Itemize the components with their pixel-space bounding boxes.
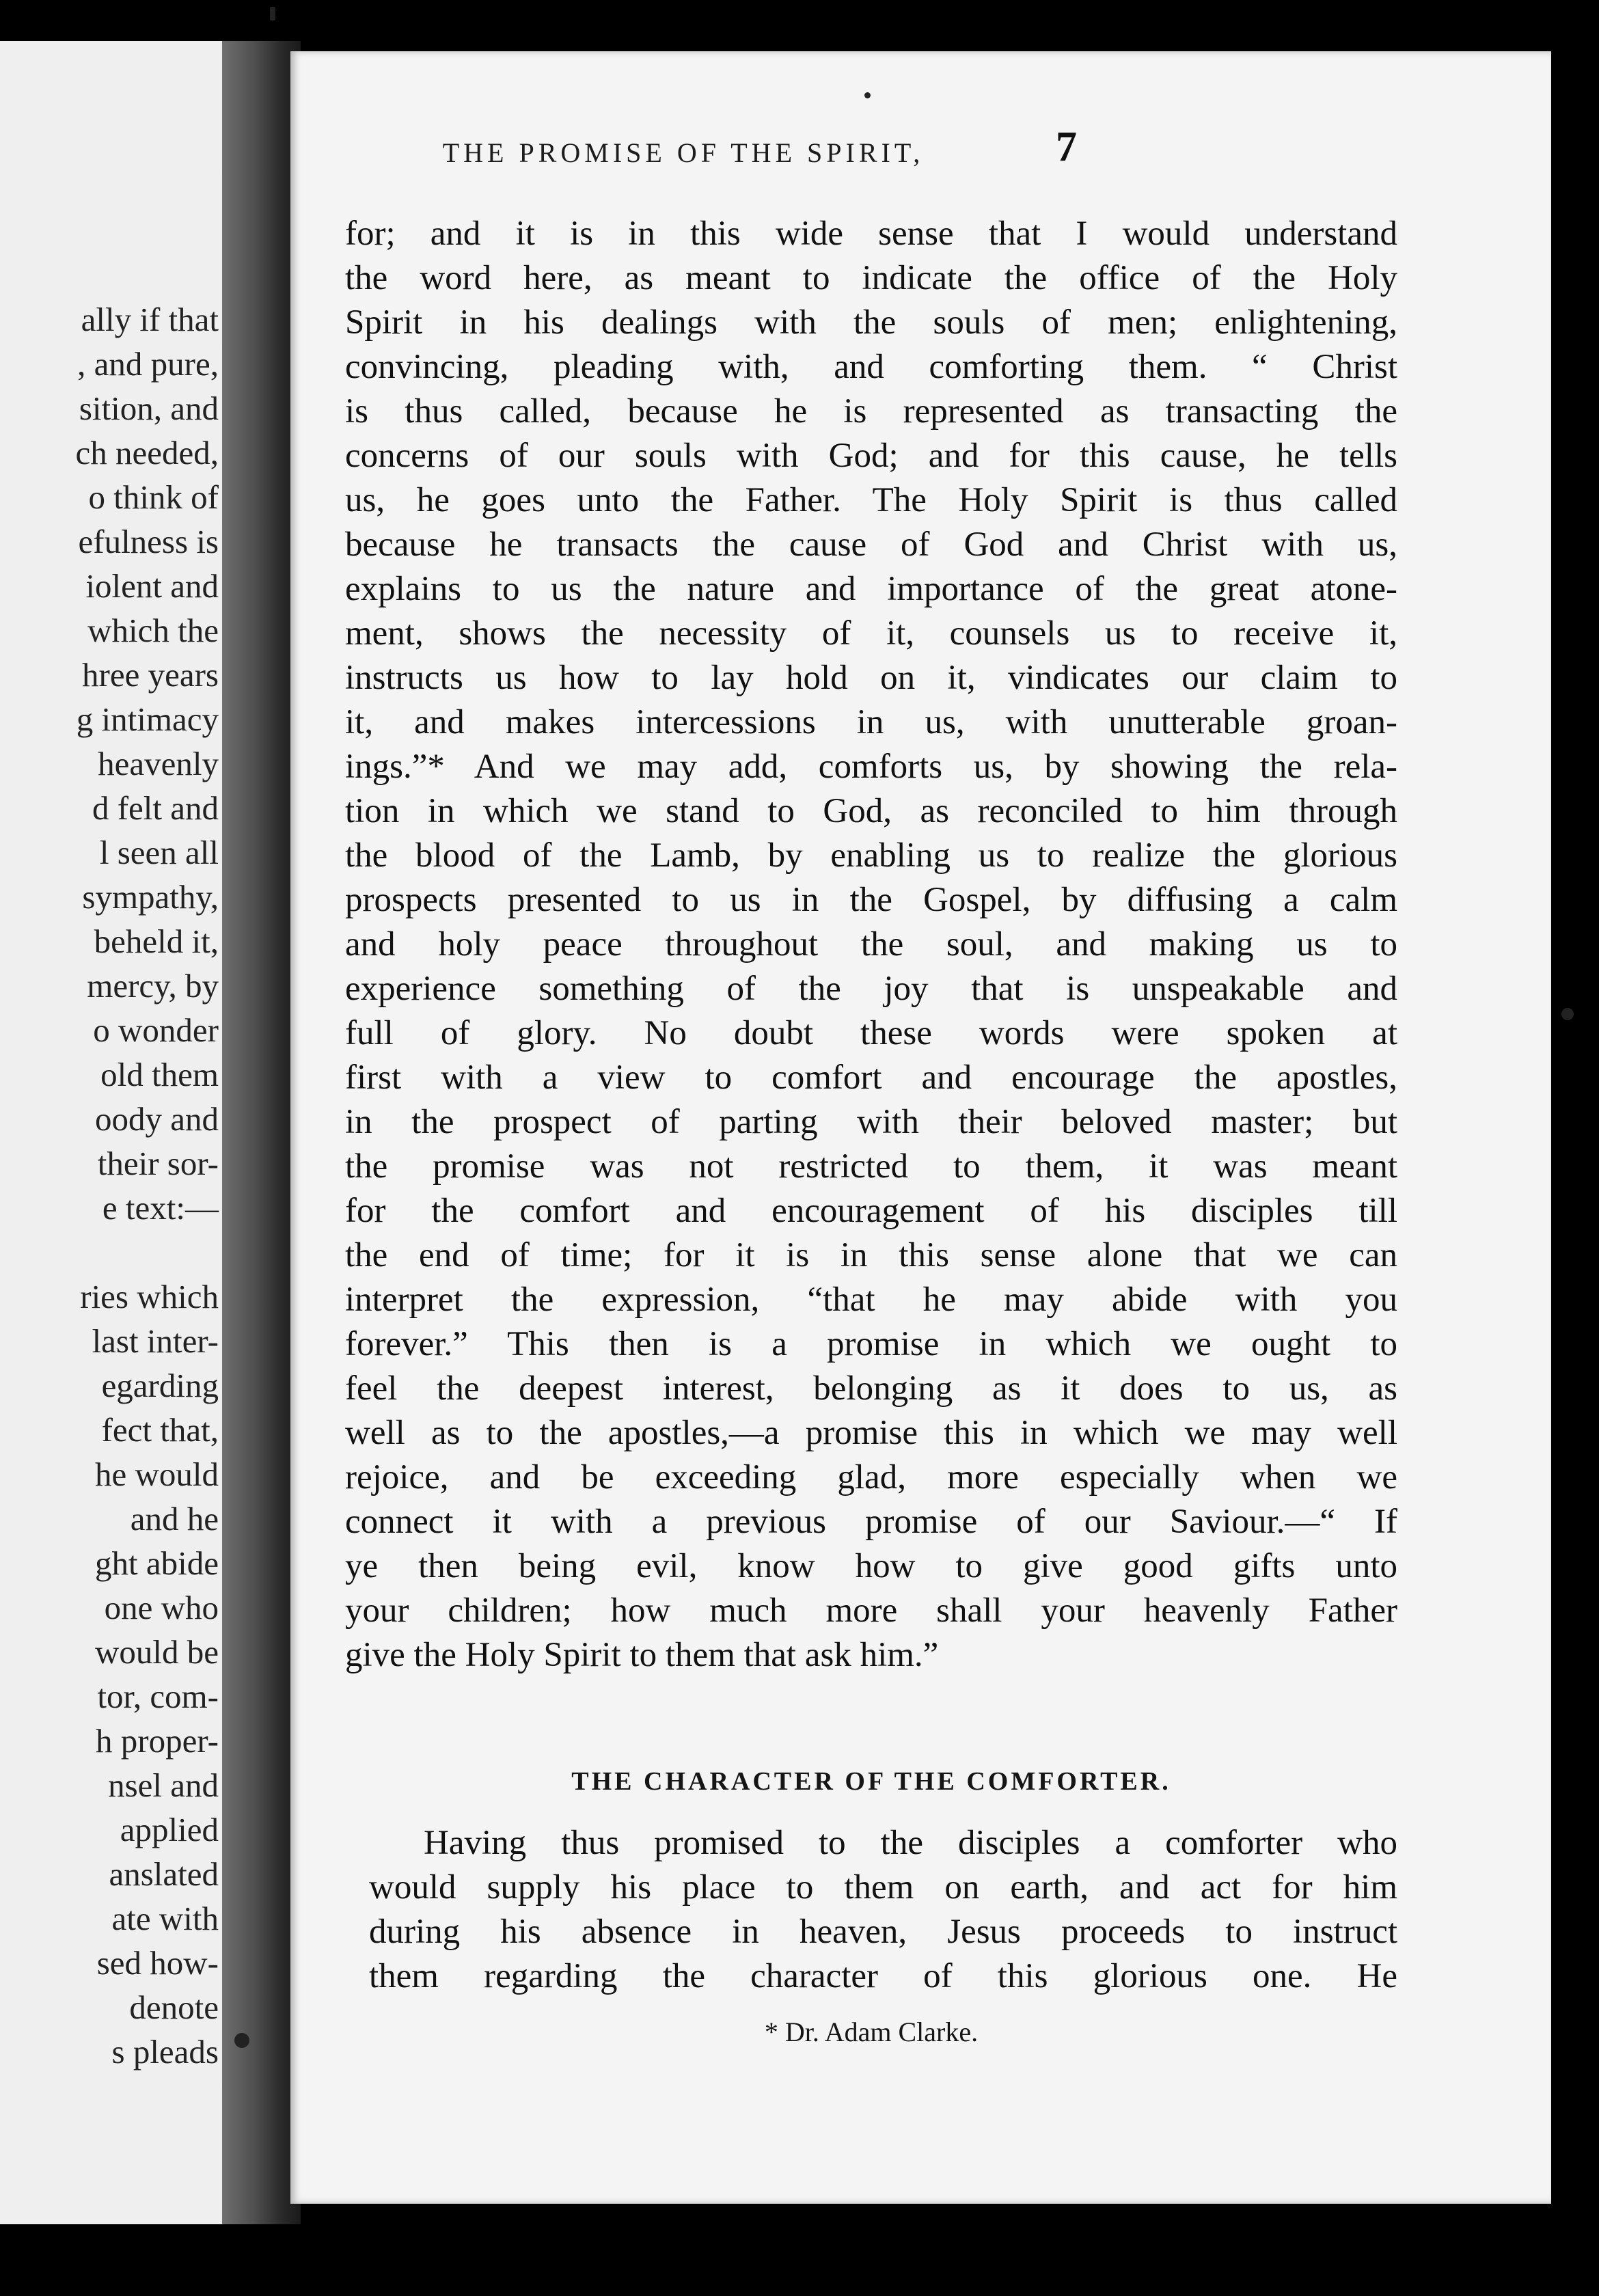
page-speck: [270, 7, 275, 20]
left-page-line: e text:—: [102, 1189, 219, 1227]
left-page-line: ght abide: [95, 1544, 219, 1582]
text-line: connect it with a previous promise of our Saviour.—“ If: [345, 1503, 1397, 1541]
text-line: ings.”* And we may add, comforts us, by showing the rela-: [345, 748, 1397, 786]
book-gutter: [222, 41, 301, 2224]
text-line: prospects presented to us in the Gospel, by diffusing a calm: [345, 881, 1397, 919]
left-page-line: o wonder: [93, 1011, 219, 1049]
running-head: THE PROMISE OF THE SPIRIT,: [442, 137, 925, 168]
left-page-line: heavenly: [98, 745, 219, 782]
left-page-line: he would: [95, 1456, 219, 1493]
text-line: would supply his place to them on earth, and act for him: [369, 1868, 1397, 1906]
left-page-line: o think of: [88, 478, 219, 516]
text-line: explains to us the nature and importance of the great atone-: [345, 570, 1397, 608]
text-line: in the prospect of parting with their beloved master; but: [345, 1103, 1397, 1141]
left-page-line: anslated: [109, 1855, 219, 1893]
text-line: forever.” This then is a promise in which we ought to: [345, 1325, 1397, 1363]
left-page-line: ally if that: [81, 301, 219, 338]
text-line: interpret the expression, “that he may abide with you: [345, 1281, 1397, 1319]
left-page-line: g intimacy: [76, 700, 219, 738]
left-page-text: [76, 297, 219, 2074]
text-line: the word here, as meant to indicate the office of the Holy: [345, 259, 1397, 297]
left-page-line: l seen all: [99, 834, 219, 871]
section-heading: THE CHARACTER OF THE COMFORTER.: [571, 1767, 1171, 1796]
left-page-line: mercy, by: [87, 967, 219, 1004]
left-page-line: last inter-: [92, 1322, 219, 1360]
left-page-line: applied: [120, 1811, 219, 1848]
text-line: tion in which we stand to God, as reconciled to him through: [345, 792, 1397, 830]
left-page-line: denote: [129, 1988, 219, 2026]
text-line: the promise was not restricted to them, it was meant: [345, 1147, 1397, 1186]
left-page-line: efulness is: [78, 523, 219, 560]
text-line: us, he goes unto the Father. The Holy Spirit is thus called: [345, 481, 1397, 519]
left-page-line: sed how-: [96, 1944, 219, 1982]
left-page-line: fect that,: [101, 1411, 219, 1449]
left-page-line: old them: [100, 1056, 219, 1093]
left-page-line: hree years: [82, 656, 219, 694]
left-page-line: their sor-: [97, 1145, 219, 1182]
left-page-line: sympathy,: [82, 878, 219, 916]
text-line: during his absence in heaven, Jesus proceeds to instruct: [369, 1913, 1397, 1951]
page-speck: [1561, 1008, 1574, 1020]
text-line: your children; how much more shall your heavenly Father: [345, 1591, 1397, 1630]
left-page-line: ch needed,: [75, 434, 219, 472]
text-line: because he transacts the cause of God and Christ with us,: [345, 525, 1397, 564]
text-line: is thus called, because he is represented as transacting the: [345, 392, 1397, 430]
left-page-line: egarding: [101, 1367, 219, 1404]
text-line: convincing, pleading with, and comforting them. “ Christ: [345, 348, 1397, 386]
page-speck: [234, 2033, 249, 2048]
text-line: it, and makes intercessions in us, with unutterable groan-: [345, 703, 1397, 741]
text-line: ment, shows the necessity of it, counsels us to receive it,: [345, 614, 1397, 653]
left-page-line: one who: [104, 1589, 219, 1626]
left-page-line: iolent and: [85, 567, 219, 605]
left-page-line: which the: [87, 612, 219, 649]
text-line: Having thus promised to the disciples a comforter who: [424, 1824, 1397, 1862]
text-line: for the comfort and encouragement of his disciples till: [345, 1192, 1397, 1230]
section-paragraph: [369, 1821, 1397, 1999]
footnote: * Dr. Adam Clarke.: [764, 2017, 979, 2047]
left-page-line: ries which: [80, 1278, 219, 1315]
left-page-line: d felt and: [92, 789, 219, 827]
text-line: give the Holy Spirit to them that ask him.”: [345, 1636, 939, 1674]
text-line: full of glory. No doubt these words were spoken at: [345, 1014, 1397, 1052]
text-line: ye then being evil, know how to give good gifts unto: [345, 1547, 1397, 1585]
left-page-line: oody and: [95, 1100, 219, 1138]
text-line: the blood of the Lamb, by enabling us to realize the glorious: [345, 836, 1397, 875]
left-page-line: s pleads: [111, 2033, 219, 2070]
left-page-line: beheld it,: [94, 922, 219, 960]
left-page-line: [76, 1230, 219, 1274]
left-page-line: sition, and: [79, 390, 219, 427]
page-number: 7: [1056, 124, 1077, 170]
text-line: them regarding the character of this glorious one. He: [369, 1957, 1397, 1995]
left-page-line: , and pure,: [77, 345, 219, 383]
text-line: well as to the apostles,—a promise this in which we may well: [345, 1414, 1397, 1452]
left-page-line: and he: [130, 1500, 219, 1538]
left-page-line: nsel and: [108, 1766, 219, 1804]
text-line: for; and it is in this wide sense that I would understand: [345, 215, 1397, 253]
text-line: experience something of the joy that is unspeakable and: [345, 970, 1397, 1008]
left-page-line: tor, com-: [97, 1678, 219, 1715]
text-line: rejoice, and be exceeding glad, more especially when we: [345, 1458, 1397, 1496]
text-line: concerns of our souls with God; and for this cause, he tells: [345, 437, 1397, 475]
text-line: instructs us how to lay hold on it, vindicates our claim to: [345, 659, 1397, 697]
text-line: feel the deepest interest, belonging as it does to us, as: [345, 1369, 1397, 1408]
text-line: Spirit in his dealings with the souls of men; enlightening,: [345, 303, 1397, 342]
text-line: and holy peace throughout the soul, and making us to: [345, 925, 1397, 964]
left-page-line: would be: [95, 1633, 219, 1671]
body-paragraph: [345, 212, 1397, 1678]
left-page-line: h proper-: [96, 1722, 219, 1760]
page-speck: [864, 92, 871, 98]
text-line: first with a view to comfort and encourage the apostles,: [345, 1058, 1397, 1097]
text-line: the end of time; for it is in this sense alone that we can: [345, 1236, 1397, 1274]
left-page-line: ate with: [111, 1900, 219, 1937]
